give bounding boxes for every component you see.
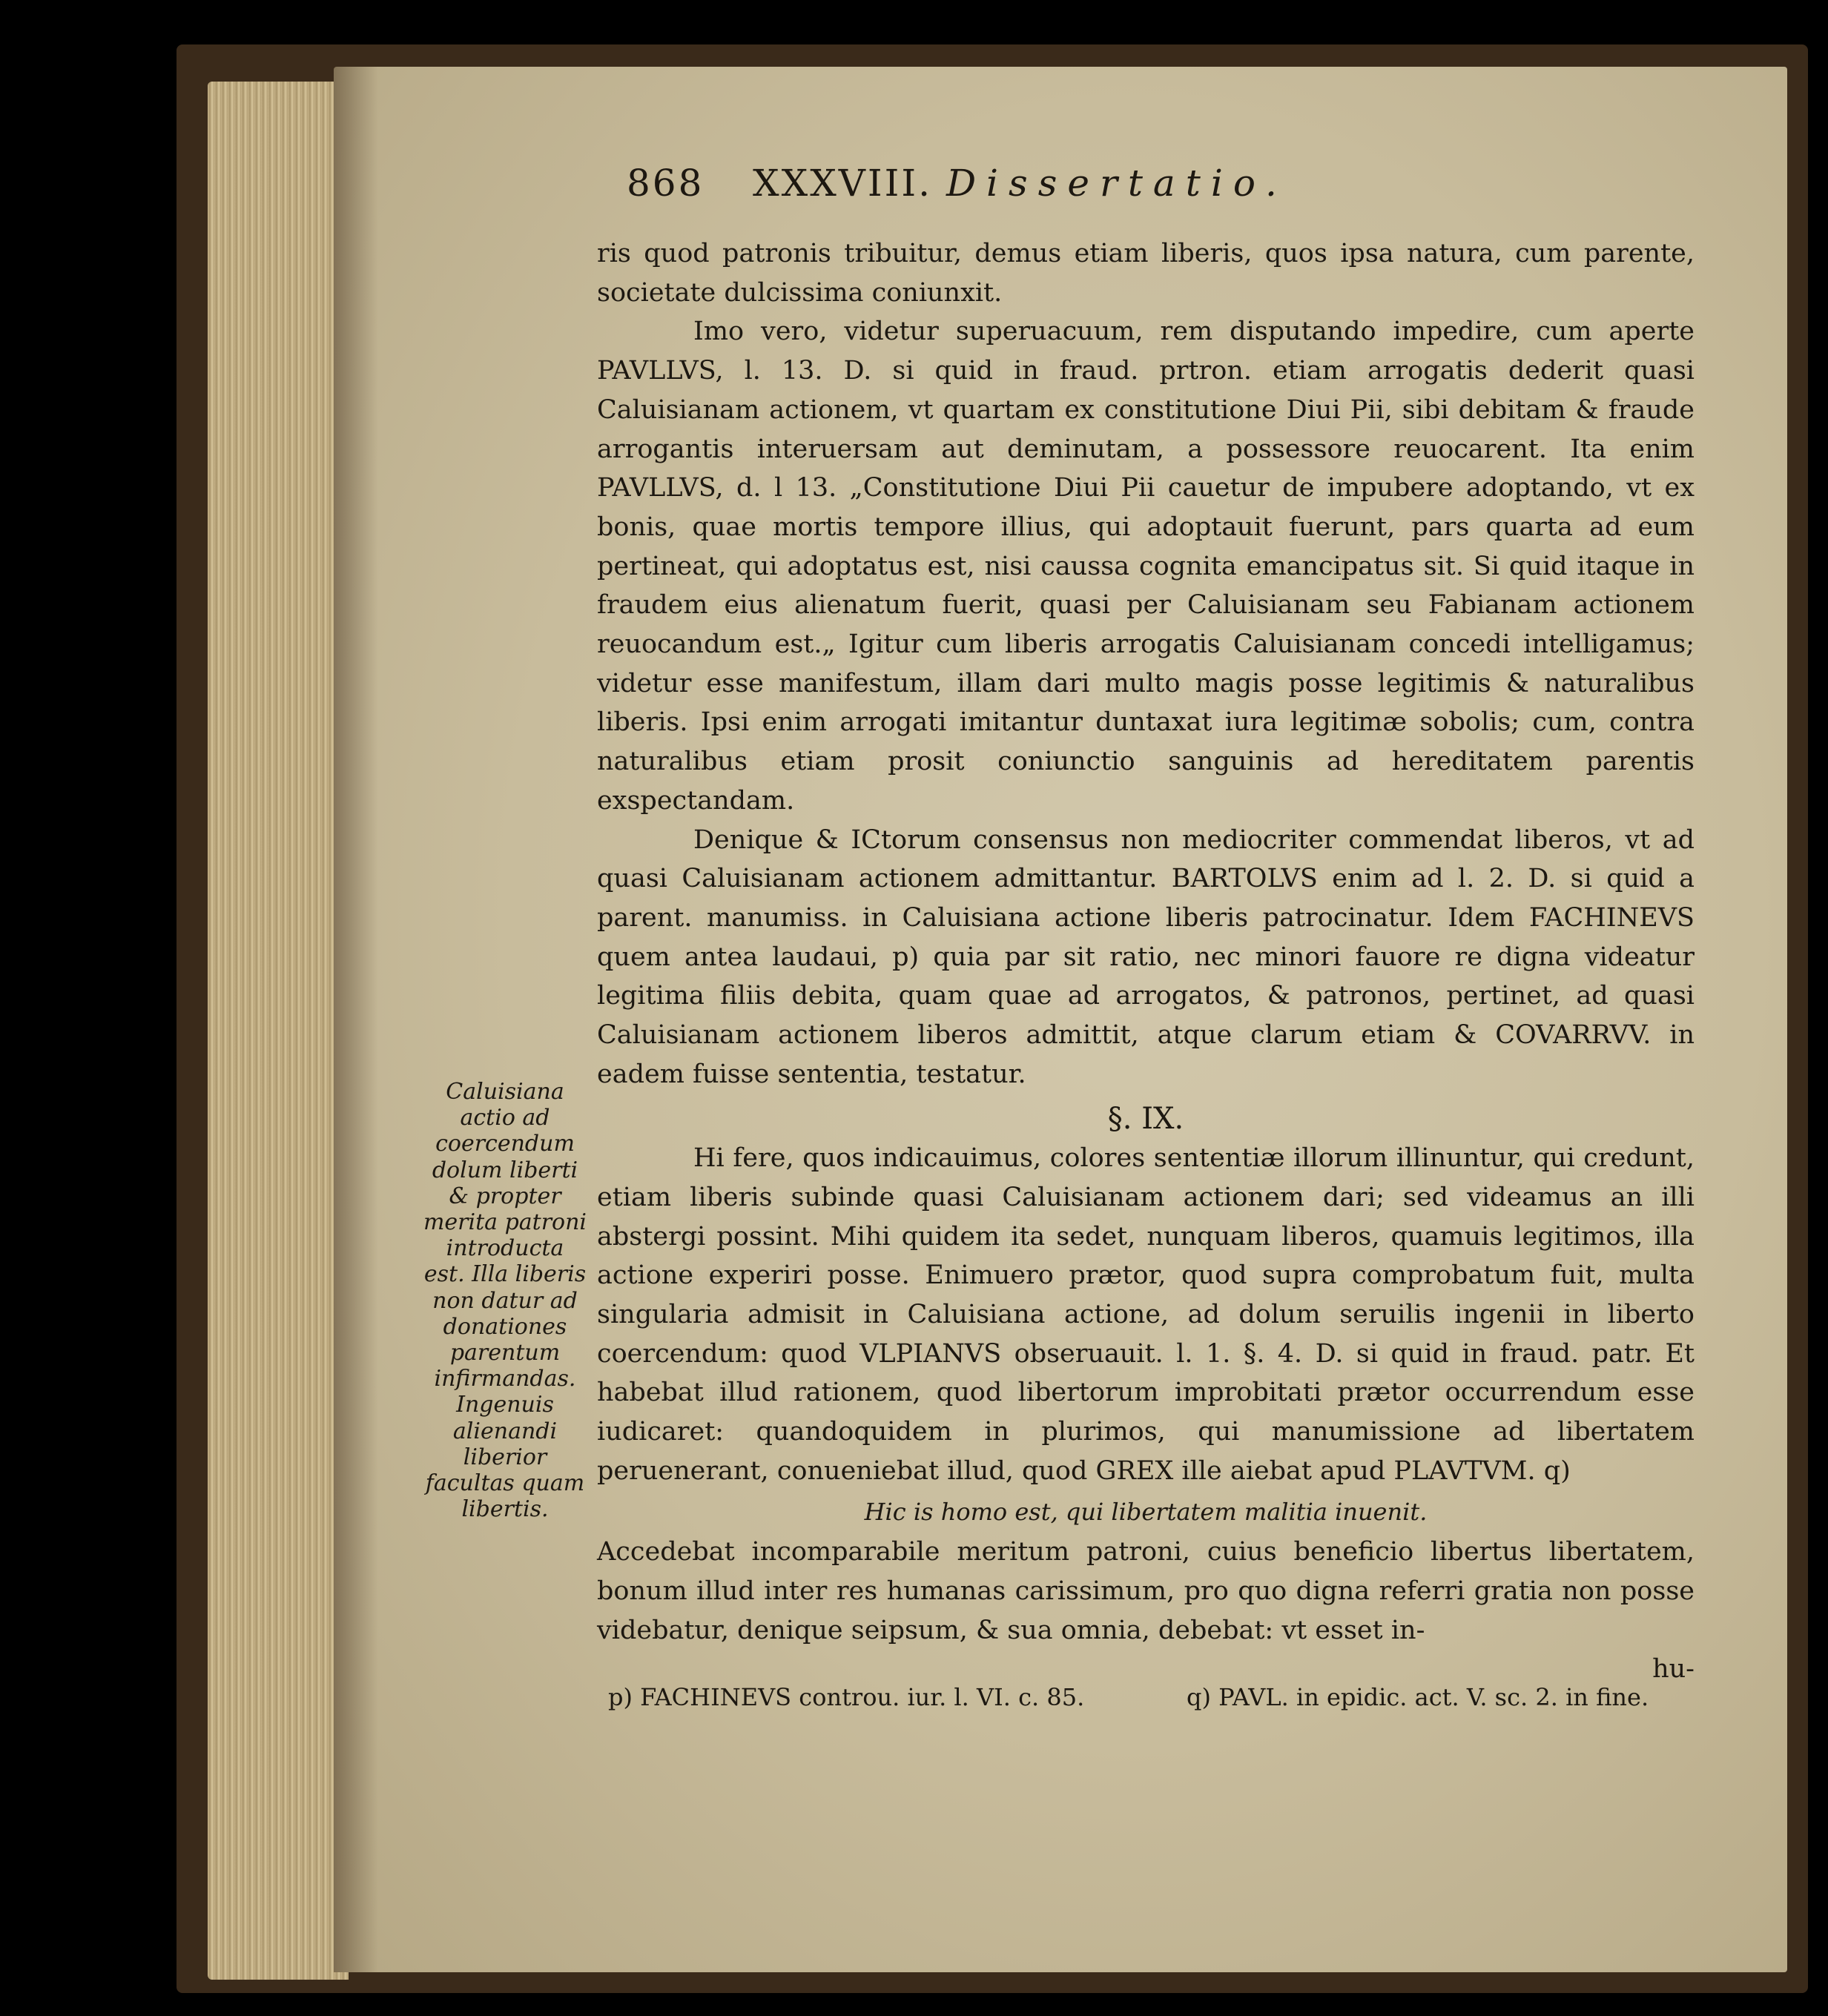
running-title xyxy=(753,162,1287,205)
running-title-roman: XXXVIII. xyxy=(753,162,933,205)
footnotes xyxy=(608,1683,1649,1728)
running-header xyxy=(627,162,1428,214)
paragraph-2: Imo vero, videtur superuacuum, rem disputando impedire, cum aperte PAVLLVS, l. 13. D. si quid in fraud. prtron. etiam arrogatis dederit quasi Caluisianam actionem, vt quartam ex constitutione Diui Pii, sibi debitam & fraude arrogantis interuersam aut deminutam, a possessore reuocarent. Ita enim PAVLLVS, d. l 13. „Constitutione Diui Pii cauetur de impubere adoptando, vt ex bonis, quae mortis tempore illius, qui adoptauit fuerunt, pars quarta ad eum pertineat, qui adoptatus est, nisi caussa cognita emancipatus sit. Si quid itaque in fraudem eius alienatum fuerit, quasi per Caluisianam seu Fabianam actionem reuocandum est.„ Igitur cum liberis arrogatis Caluisianam concedi intelligamus; videtur esse manifestum, illam dari multo magis posse legitimis & naturalibus liberis. Ipsi enim arrogati imitantur duntaxat iura legitimæ sobolis; cum, contra naturalibus etiam prosit coniunctio sanguinis ad hereditatem parentis exspectandam. xyxy=(597,317,1695,816)
main-text xyxy=(597,234,1695,1689)
paragraph-5: Accedebat incomparabile meritum patroni, cuius beneficio libertus libertatem, bonum illud inter res humanas carissimum, pro quo digna referri gratia non posse videbatur, denique seipsum, & sua omnia, debebat: vt esset in- xyxy=(597,1537,1695,1645)
page-number: 868 xyxy=(627,162,705,205)
margin-note: Caluisiana actio ad coercendum dolum liberti & propter merita patroni introducta est. Illa liberis non datur ad donationes parentum infirmandas. Ingenuis alienandi liberior facultas quam libertis. xyxy=(423,1079,587,1523)
catchword: hu- xyxy=(1652,1654,1695,1685)
paragraph-1: ris quod patronis tribuitur, demus etiam liberis, quos ipsa natura, cum parente, societate dulcissima coniunxit. xyxy=(597,239,1695,308)
verse-quote: Hic is homo est, qui libertatem malitia inuenit. xyxy=(864,1497,1428,1526)
paragraph-4: Hi fere, quos indicauimus, colores sententiæ illorum illinuntur, qui credunt, etiam liberis subinde quasi Caluisianam actionem dari; sed videamus an illi abstergi possint. Mihi quidem ita sedet, nunquam liberos, quamuis legitimos, illa actione experiri posse. Enimuero prætor, quod supra comprobatum fuit, multa singularia admisit in Caluisiana actione, ad dolum seruilis ingenii in liberto coercendum: quod VLPIANVS obseruauit. l. 1. §. 4. D. si quid in fraud. patr. Et habebat illud rationem, quod libertorum improbitati prætor occurrendum esse iudicaret: quandoquidem in plurimos, qui manumissione ad libertatem peruenerant, conueniebat illud, quod GREX ille aiebat apud PLAVTVM. q) xyxy=(597,1143,1695,1486)
paragraph-3: Denique & ICtorum consensus non mediocriter commendat liberos, vt ad quasi Caluisianam actionem admittantur. BARTOLVS enim ad l. 2. D. si quid a parent. manumiss. in Caluisiana actione liberis patrocinatur. Idem FACHINEVS quem antea laudaui, p) quia par sit ratio, nec minori fauore re digna videatur legitima filiis debita, quam quae ad arrogatos, & patronos, pertinet, ad quasi Caluisianam actionem liberos admittit, atque clarum etiam & COVARRVV. in eadem fuisse sententia, testatur. xyxy=(597,824,1695,1089)
footnote-p: p) FACHINEVS controu. iur. l. VI. c. 85. xyxy=(608,1683,1085,1711)
running-title-word: Dissertatio. xyxy=(946,162,1287,205)
footnote-q: q) PAVL. in epidic. act. V. sc. 2. in fine. xyxy=(1187,1683,1649,1711)
gutter-shadow xyxy=(334,67,378,1972)
page-edges xyxy=(208,82,349,1980)
section-heading: §. IX. xyxy=(1107,1102,1184,1137)
